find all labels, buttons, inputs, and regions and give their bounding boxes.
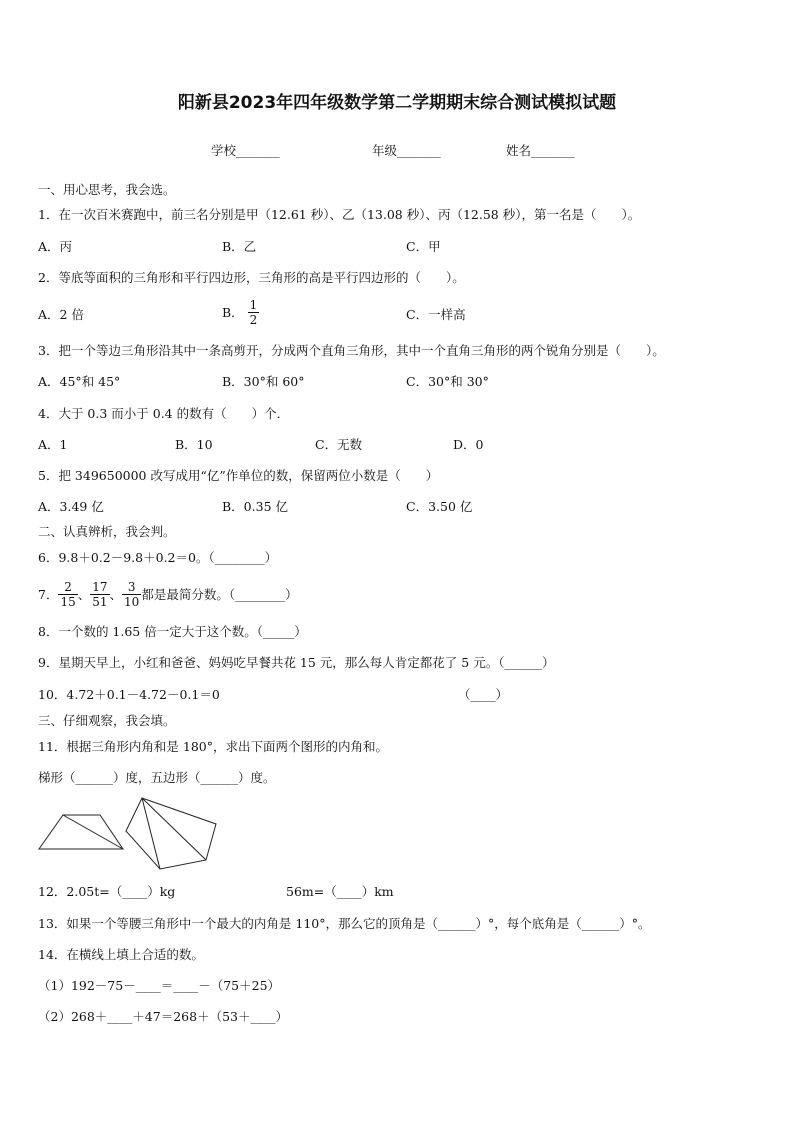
q4-option-c[interactable]: C．无数: [315, 437, 363, 452]
q1-option-b[interactable]: B．乙: [222, 239, 257, 254]
question-7: 7． $\frac{2}{15}$ 、 $\frac{17}{51}$ 、 $\frac{3}{10}$ 都是最简分数。（________）: [38, 580, 298, 609]
name-field[interactable]: 姓名_______: [506, 143, 575, 158]
question-11-blanks: 梯形（______）度，五边形（______）度。: [38, 770, 276, 785]
q1-option-c[interactable]: C．甲: [406, 239, 441, 254]
q2-option-b-label: B．: [222, 304, 244, 320]
question-13: 13．如果一个等腰三角形中一个最大的内角是 110°，那么它的顶角是（______）°，每个底角是（______）°。: [38, 916, 651, 931]
question-5: 5．把 349650000 改写成用“亿”作单位的数，保留两位小数是（ ）: [38, 468, 439, 483]
q5-option-a[interactable]: A．3.49 亿: [38, 499, 104, 514]
section-2-heading: 二、认真辨析，我会判。: [38, 524, 176, 539]
q3-option-b[interactable]: B．30°和 60°: [222, 374, 305, 389]
q3-option-a[interactable]: A．45°和 45°: [38, 374, 121, 389]
q1-option-a[interactable]: A．丙: [38, 239, 73, 254]
question-11: 11．根据三角形内角和是 180°，求出下面两个图形的内角和。: [38, 739, 388, 754]
page-title: 阳新县2023年四年级数学第二学期期末综合测试模拟试题: [177, 93, 617, 113]
q11-figures: [36, 794, 246, 872]
question-8: 8．一个数的 1.65 倍一定大于这个数。（_____）: [38, 624, 307, 639]
q10-answer-blank[interactable]: （____）: [458, 687, 509, 702]
section-3-heading: 三、仔细观察，我会填。: [38, 713, 176, 728]
question-1: 1．在一次百米赛跑中，前三名分别是甲（12.61 秒）、乙（13.08 秒）、丙（12.58 秒），第一名是（ ）。: [38, 207, 641, 222]
q2-option-b[interactable]: [222, 298, 259, 327]
q5-option-c[interactable]: C．3.50 亿: [406, 499, 473, 514]
grade-field[interactable]: 年级_______: [372, 143, 441, 158]
question-6: 6．9.8＋0.2－9.8＋0.2＝0。（________）: [38, 550, 278, 565]
fraction-3-10: $\frac{3}{10}$: [124, 580, 140, 609]
q4-option-b[interactable]: B．10: [175, 437, 213, 452]
question-12b: 56m=（____）km: [286, 884, 394, 899]
question-3: 3．把一个等边三角形沿其中一条高剪开，分成两个直角三角形，其中一个直角三角形的两个锐角分别是（ ）。: [38, 343, 665, 358]
question-12a: 12．2.05t=（____）kg: [38, 884, 176, 899]
question-4: 4．大于 0.3 而小于 0.4 的数有（ ）个．: [38, 406, 290, 421]
q4-option-d[interactable]: D．0: [453, 437, 484, 452]
section-1-heading: 一、用心思考，我会选。: [38, 182, 176, 197]
question-14-part-1: （1）192－75－____＝____－（75＋25）: [38, 978, 281, 993]
q2-option-a[interactable]: A．2 倍: [38, 307, 84, 322]
fraction-one-half: $\frac{1}{2}$: [249, 298, 258, 327]
question-10: 10．4.72＋0.1－4.72－0.1＝0: [38, 687, 220, 702]
question-2: 2．等底等面积的三角形和平行四边形，三角形的高是平行四边形的（ ）。: [38, 270, 465, 285]
pentagon-figure: [126, 798, 216, 869]
q2-option-c[interactable]: C．一样高: [406, 307, 466, 322]
question-14-part-2: （2）268＋____＋47＝268＋（53＋____）: [38, 1009, 288, 1024]
school-field[interactable]: 学校_______: [211, 143, 280, 158]
fraction-17-51: $\frac{17}{51}$: [92, 580, 108, 609]
fraction-2-15: $\frac{2}{15}$: [60, 580, 76, 609]
q5-option-b[interactable]: B．0.35 亿: [222, 499, 288, 514]
question-14: 14．在横线上填上合适的数。: [38, 947, 204, 962]
trapezoid-figure: [39, 815, 123, 849]
q3-option-c[interactable]: C．30°和 30°: [406, 374, 489, 389]
question-9: 9．星期天早上，小红和爸爸、妈妈吃早餐共花 15 元，那么每人肯定都花了 5 元。（______）: [38, 655, 555, 670]
q4-option-a[interactable]: A．1: [38, 437, 68, 452]
